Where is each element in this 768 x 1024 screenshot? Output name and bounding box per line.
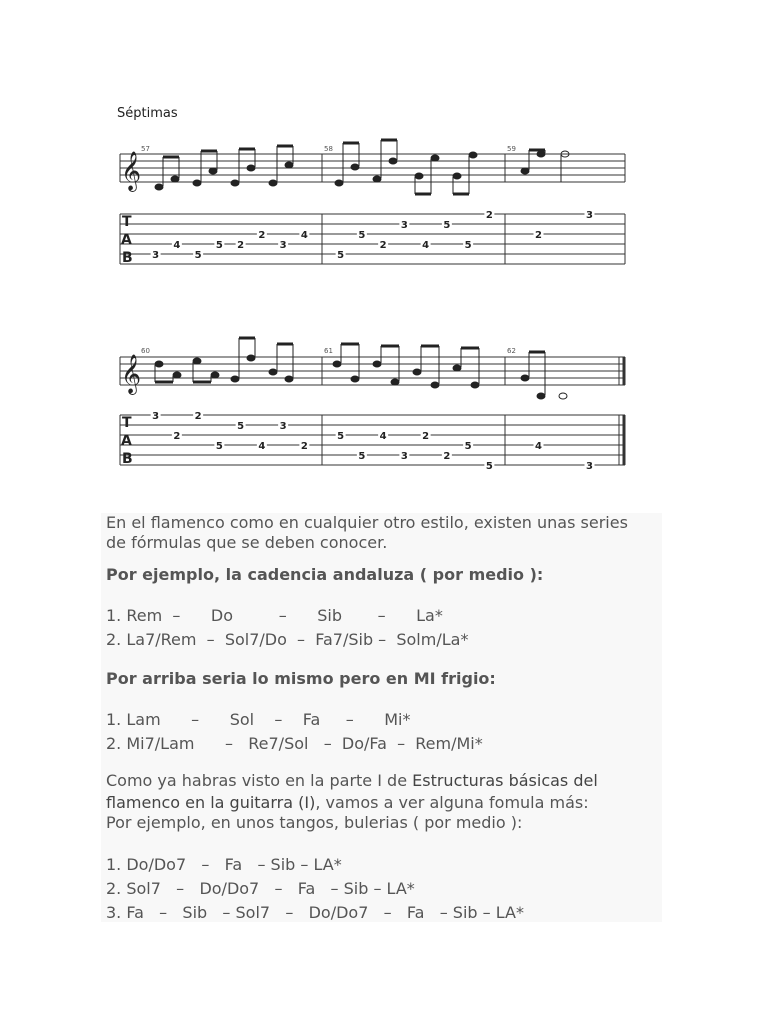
paragraph-line bbox=[106, 793, 589, 813]
tab-clef-a: A bbox=[121, 433, 132, 449]
estructuras-link[interactable]: Estructuras básicas del bbox=[412, 771, 598, 790]
tab-clef-b: B bbox=[122, 451, 133, 467]
list-item: 1. Do/Do7 – Fa – Sib – LA* bbox=[106, 855, 342, 874]
tab-fret-number: 4 bbox=[535, 441, 542, 452]
tab-fret-number: 3 bbox=[279, 240, 287, 251]
paragraph-text: , vamos a ver alguna fomula más: bbox=[315, 793, 589, 812]
tab-clef-a: A bbox=[121, 232, 132, 248]
intro-paragraph: En el flamenco como en cualquier otro estilo, existen unas series de fórmulas que se deben conocer. bbox=[106, 513, 628, 552]
tab-fret-number: 5 bbox=[237, 421, 245, 432]
tab-fret-number: 2 bbox=[485, 210, 493, 221]
tab-fret-number: 2 bbox=[237, 240, 245, 251]
tab-fret-number: 3 bbox=[400, 451, 408, 462]
tab-clef-t: T bbox=[122, 415, 132, 431]
tab-fret-number: 2 bbox=[300, 441, 308, 452]
tab-fret-number: 3 bbox=[152, 411, 160, 422]
tab-fret-number: 3 bbox=[400, 220, 408, 231]
tab-fret-number: 2 bbox=[535, 230, 542, 241]
paragraph-line: Por ejemplo, en unos tangos, bulerias ( por medio ): bbox=[106, 813, 523, 832]
tab-fret-number: 2 bbox=[194, 411, 202, 422]
treble-clef-icon: 𝄞 bbox=[121, 151, 142, 191]
list-item: 1. Lam – Sol – Fa – Mi* bbox=[106, 710, 411, 729]
list-item: 2. Mi7/Lam – Re7/Sol – Do/Fa – Rem/Mi* bbox=[106, 734, 483, 753]
tab-fret-number: 5 bbox=[464, 240, 472, 251]
paragraph-line bbox=[106, 771, 598, 791]
tab-fret-number: 5 bbox=[464, 441, 472, 452]
list-item: 3. Fa – Sib – Sol7 – Do/Do7 – Fa – Sib – LA* bbox=[106, 903, 524, 922]
tab-fret-number: 3 bbox=[152, 250, 160, 261]
tab-fret-number: 5 bbox=[215, 441, 223, 452]
music-system-1 bbox=[115, 138, 630, 270]
paragraph-text: Como ya habras visto en la parte I de bbox=[106, 771, 413, 790]
tab-fret-number: 5 bbox=[337, 431, 345, 442]
section-title: Séptimas bbox=[117, 106, 178, 121]
tab-fret-number: 4 bbox=[258, 441, 266, 452]
measure-number: 60 bbox=[141, 347, 150, 355]
tab-fret-number: 4 bbox=[422, 240, 430, 251]
tab-fret-number: 2 bbox=[422, 431, 430, 442]
heading-cadencia-andaluza: Por ejemplo, la cadencia andaluza ( por medio ): bbox=[106, 565, 544, 584]
list-item: 2. Sol7 – Do/Do7 – Fa – Sib – LA* bbox=[106, 879, 415, 898]
list-item: 1. Rem – Do – Sib – La* bbox=[106, 606, 443, 625]
measure-number: 62 bbox=[507, 347, 516, 355]
treble-clef-icon: 𝄞 bbox=[121, 354, 142, 394]
measure-number: 61 bbox=[324, 347, 333, 355]
measure-number: 57 bbox=[141, 145, 150, 153]
estructuras-link-cont[interactable]: flamenco en la guitarra (I) bbox=[106, 793, 316, 812]
list-item: 2. La7/Rem – Sol7/Do – Fa7/Sib – Solm/La* bbox=[106, 630, 469, 649]
measure-number: 59 bbox=[507, 145, 516, 153]
tab-fret-number: 3 bbox=[586, 461, 593, 472]
tab-fret-number: 2 bbox=[443, 451, 451, 462]
tab-fret-number: 5 bbox=[215, 240, 223, 251]
tab-fret-number: 2 bbox=[258, 230, 266, 241]
tab-fret-number: 3 bbox=[279, 421, 287, 432]
measure-number: 58 bbox=[324, 145, 333, 153]
tab-fret-number: 5 bbox=[358, 451, 366, 462]
heading-mi-frigio: Por arriba seria lo mismo pero en MI frigio: bbox=[106, 669, 496, 688]
tab-fret-number: 2 bbox=[379, 240, 387, 251]
tab-fret-number: 3 bbox=[586, 210, 593, 221]
tab-fret-number: 2 bbox=[173, 431, 181, 442]
tab-fret-number: 4 bbox=[173, 240, 181, 251]
tab-fret-number: 5 bbox=[485, 461, 493, 472]
tab-fret-number: 5 bbox=[337, 250, 345, 261]
tab-clef-t: T bbox=[122, 214, 132, 230]
tab-fret-number: 4 bbox=[300, 230, 308, 241]
music-system-2 bbox=[115, 332, 630, 472]
tab-fret-number: 5 bbox=[443, 220, 451, 231]
tab-fret-number: 5 bbox=[358, 230, 366, 241]
tab-fret-number: 5 bbox=[194, 250, 202, 261]
tab-fret-number: 4 bbox=[379, 431, 387, 442]
tab-clef-b: B bbox=[122, 250, 133, 266]
